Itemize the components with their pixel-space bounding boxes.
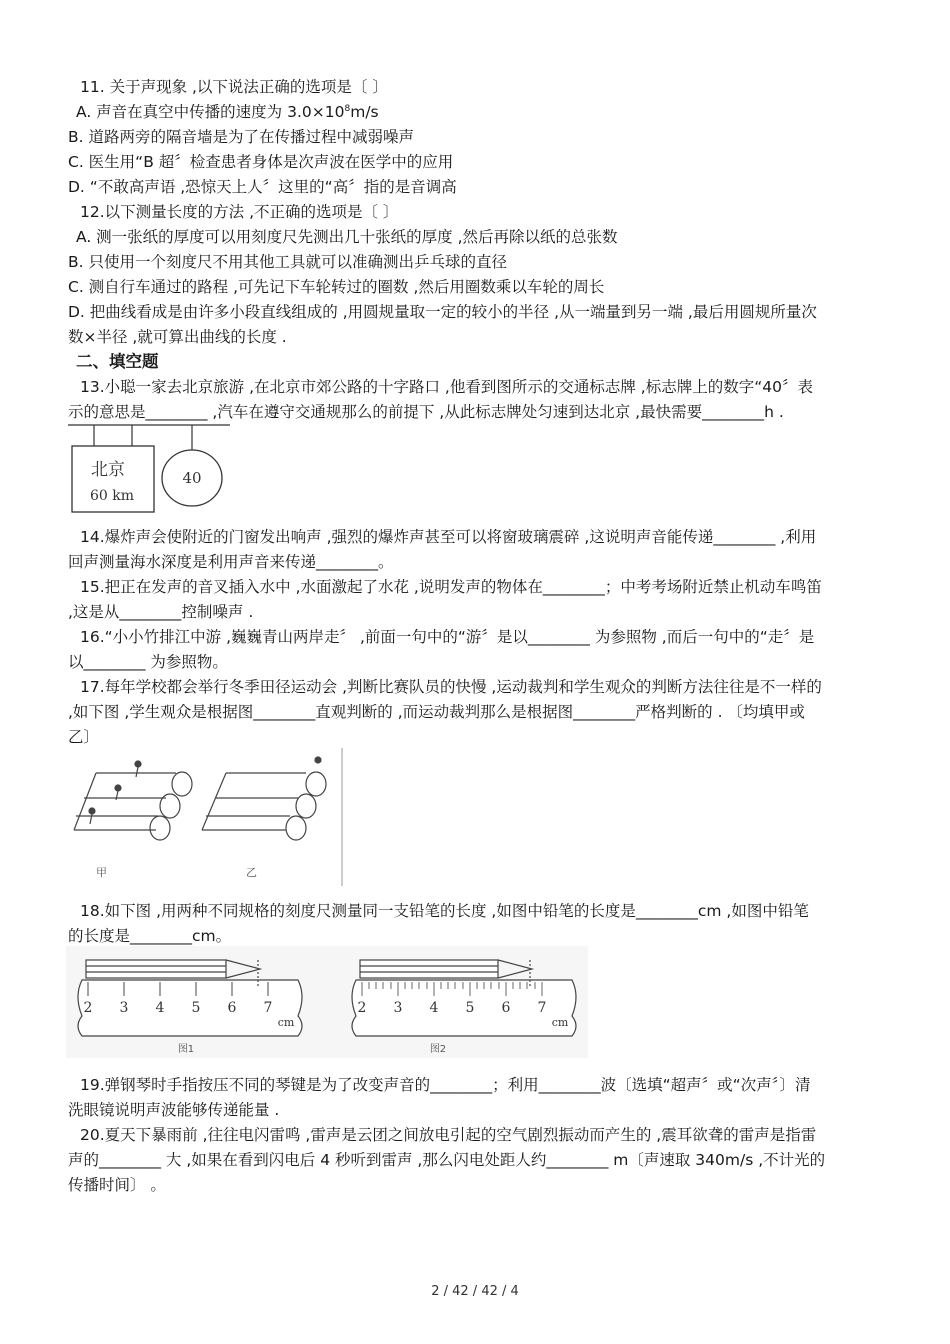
q13-line2: 示的意思是________ ,汽车在遵守交通规那么的前提下 ,从此标志牌处匀速到达北京 ,最快需要________h . (68, 403, 784, 421)
ruler-2-tick-7: 7 (537, 1000, 547, 1016)
q14-line2: 回声测量海水深度是利用声音来传递________。 (68, 553, 394, 571)
track-yi (202, 757, 326, 840)
race-label-yi: 乙 (246, 866, 257, 879)
q15-line2: ,这是从________控制噪声 . (68, 603, 254, 621)
q11-option-d: D. “不敢高声语 ,恐惊天上人〞这里的“高〞指的是音调高 (68, 178, 457, 196)
q19-line2: 洗眼镜说明声波能够传递能量 . (68, 1101, 280, 1119)
q18-line2: 的长度是________cm。 (68, 927, 232, 945)
sign-distance: 60 km (90, 488, 135, 504)
q11-option-b: B. 道路两旁的隔音墙是为了在传播过程中减弱噪声 (68, 128, 414, 146)
q12-stem: 12.以下测量长度的方法 ,不正确的选项是〔 〕 (80, 203, 399, 221)
ruler-2-tick-6: 6 (501, 1000, 511, 1016)
q12-option-c: C. 测自行车通过的路程 ,可先记下车轮转过的圈数 ,然后用圈数乘以车轮的周长 (68, 278, 605, 296)
ruler-1-tick-7: 7 (263, 1000, 273, 1016)
q20-line3: 传播时间〕 。 (68, 1176, 166, 1194)
q12-option-a: A. 测一张纸的厚度可以用刻度尺先测出几十张纸的厚度 ,然后再除以纸的总张数 (76, 228, 618, 246)
ruler-1-tick-6: 6 (227, 1000, 237, 1016)
race-label-jia: 甲 (96, 866, 107, 879)
q16-line2: 以________ 为参照物。 (68, 653, 228, 671)
ruler-2-tick-3: 3 (393, 1000, 403, 1016)
race-track-figure (66, 748, 346, 888)
traffic-sign-figure (66, 422, 232, 516)
ruler-2-tick-2: 2 (357, 1000, 367, 1016)
q13-line1: 13.小聪一家去北京旅游 ,在北京市郊公路的十字路口 ,他看到图所示的交通标志牌 ,标志牌上的数字“40〞表 (80, 378, 813, 396)
q12-option-b: B. 只使用一个刻度尺不用其他工具就可以准确测出乒乓球的直径 (68, 253, 507, 271)
ruler-2-label: 图2 (429, 1044, 447, 1055)
sign-city: 北京 (91, 460, 125, 480)
q15-line1: 15.把正在发声的音叉插入水中 ,水面激起了水花 ,说明发声的物体在________；中考考场附近禁止机动车鸣笛 (80, 578, 822, 596)
q20-line2: 声的________ 大 ,如果在看到闪电后 4 秒听到雷声 ,那么闪电处距人约________ m〔声速取 340m/s ,不计光的 (68, 1151, 826, 1169)
q18-line1: 18.如下图 ,用两种不同规格的刻度尺测量同一支铅笔的长度 ,如图中铅笔的长度是________cm ,如图中铅笔 (80, 902, 809, 920)
q11-option-c: C. 医生用“B 超〞检查患者身体是次声波在医学中的应用 (68, 153, 454, 171)
ruler-1-tick-4: 4 (155, 1000, 165, 1016)
ruler-1-unit: cm (277, 1016, 295, 1029)
ruler-1-tick-3: 3 (119, 1000, 129, 1016)
ruler-1-label: 图1 (177, 1044, 195, 1055)
q14-line1: 14.爆炸声会使附近的门窗发出响声 ,强烈的爆炸声甚至可以将窗玻璃震碎 ,这说明声音能传递________ ,利用 (80, 528, 817, 546)
ruler-2-tick-5: 5 (465, 1000, 475, 1016)
section-heading: 二、填空题 (76, 352, 159, 371)
ruler-2-unit: cm (551, 1016, 569, 1029)
q12-option-d-line1: D. 把曲线看成是由许多小段直线组成的 ,用圆规量取一定的较小的半径 ,从一端量到另一端 ,最后用圆规所量次 (68, 303, 817, 321)
q17-line3: 乙〕 (68, 728, 100, 746)
q16-line1: 16.“小小竹排江中游 ,巍巍青山两岸走〞 ,前面一句中的“游〞是以________ 为参照物 ,而后一句中的“走〞是 (80, 628, 815, 646)
q20-line1: 20.夏天下暴雨前 ,往往电闪雷鸣 ,雷声是云团之间放电引起的空气剧烈振动而产生的 ,震耳欲聋的雷声是指雷 (80, 1126, 817, 1144)
track-jia (74, 761, 192, 840)
q11-stem: 11. 关于声现象 ,以下说法正确的选项是〔 〕 (80, 78, 388, 96)
ruler-1-tick-2: 2 (83, 1000, 93, 1016)
sign-speed: 40 (182, 469, 202, 487)
q17-line1: 17.每年学校都会举行冬季田径运动会 ,判断比赛队员的快慢 ,运动裁判和学生观众的判断方法往往是不一样的 (80, 678, 822, 696)
ruler-figure (66, 946, 588, 1058)
q17-line2: ,如下图 ,学生观众是根据图________直观判断的 ,而运动裁判那么是根据图________严格判断的 . 〔均填甲或 (68, 703, 805, 721)
ruler-2-tick-4: 4 (429, 1000, 439, 1016)
page-number: 2 / 42 / 42 / 4 (431, 1284, 519, 1299)
q12-option-d-line2: 数×半径 ,就可算出曲线的长度 . (68, 328, 287, 346)
ruler-1-tick-5: 5 (191, 1000, 201, 1016)
q11-option-a: A. 声音在真空中传播的速度为 $3.0\times 10^8m/s$ (76, 103, 379, 121)
q19-line1: 19.弹钢琴时手指按压不同的琴键是为了改变声音的________；利用________波〔选填“超声〞或“次声〞〕清 (80, 1076, 811, 1094)
